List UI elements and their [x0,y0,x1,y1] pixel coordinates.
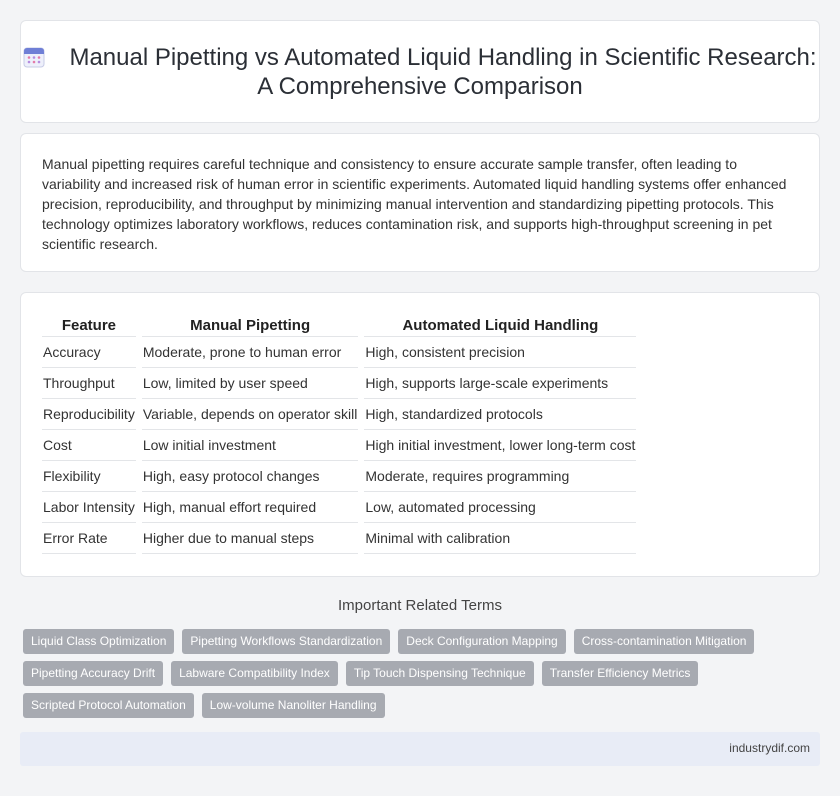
tag-scripted-protocol-automation[interactable]: Scripted Protocol Automation [23,693,194,718]
table-cell: Flexibility [42,461,136,492]
intro-paragraph: Manual pipetting requires careful technique and consistency to ensure accurate sample transfer, often leading to variability and increased risk of human error in scientific experiments. Automated liquid handling systems offer enhanced precision, reproducibility, and throughput by minimizing manual intervention and standardizing pipetting protocols. This technology optimizes laboratory workflows, reduces contamination risk, and supports high-throughput screening in pet scientific research. [42,156,787,252]
tag-low-volume-nanoliter-handling[interactable]: Low-volume Nanoliter Handling [202,693,385,718]
footer-site-link[interactable]: industrydif.com [729,741,810,755]
page-title-text: Manual Pipetting vs Automated Liquid Handling in Scientific Research: A Comprehensive Comparison [69,44,817,100]
related-terms-list [23,629,783,718]
table-cell: Reproducibility [42,399,136,430]
table-cell: Accuracy [42,337,136,368]
header-manual: Manual Pipetting [142,315,359,337]
table-cell: High, consistent precision [364,337,636,368]
table-row [42,399,636,430]
table-row [42,523,636,554]
table-cell: High initial investment, lower long-term cost [364,430,636,461]
table-cell: Moderate, prone to human error [142,337,359,368]
title-card [20,20,820,123]
table-cell: Moderate, requires programming [364,461,636,492]
tag-labware-compatibility-index[interactable]: Labware Compatibility Index [171,661,338,686]
table-cell: Low, automated processing [364,492,636,523]
table-cell: Variable, depends on operator skill [142,399,359,430]
tag-cross-contamination-mitigation[interactable]: Cross-contamination Mitigation [574,629,755,654]
page-title [21,43,819,101]
header-feature: Feature [42,315,136,337]
table-row [42,492,636,523]
table-cell: High, manual effort required [142,492,359,523]
table-row [42,461,636,492]
tag-transfer-efficiency-metrics[interactable]: Transfer Efficiency Metrics [542,661,699,686]
table-cell: Higher due to manual steps [142,523,359,554]
comparison-table [36,315,642,554]
table-cell: High, easy protocol changes [142,461,359,492]
tag-pipetting-workflows-standardization[interactable]: Pipetting Workflows Standardization [182,629,390,654]
related-terms-title: Important Related Terms [338,597,502,614]
tag-liquid-class-optimization[interactable]: Liquid Class Optimization [23,629,174,654]
table-header-row [42,315,636,337]
table-cell: Low initial investment [142,430,359,461]
table-cell: Minimal with calibration [364,523,636,554]
tag-deck-configuration-mapping[interactable]: Deck Configuration Mapping [398,629,565,654]
tag-tip-touch-dispensing-technique[interactable]: Tip Touch Dispensing Technique [346,661,534,686]
table-row [42,337,636,368]
footer [20,732,820,766]
tag-pipetting-accuracy-drift[interactable]: Pipetting Accuracy Drift [23,661,163,686]
table-cell: High, standardized protocols [364,399,636,430]
table-row [42,430,636,461]
table-cell: Low, limited by user speed [142,368,359,399]
header-automated: Automated Liquid Handling [364,315,636,337]
table-cell: Cost [42,430,136,461]
intro-card [20,133,820,272]
comparison-card [20,292,820,577]
table-row [42,368,636,399]
table-cell: Throughput [42,368,136,399]
table-cell: Error Rate [42,523,136,554]
table-cell: High, supports large-scale experiments [364,368,636,399]
table-cell: Labor Intensity [42,492,136,523]
calendar-icon [23,46,45,68]
